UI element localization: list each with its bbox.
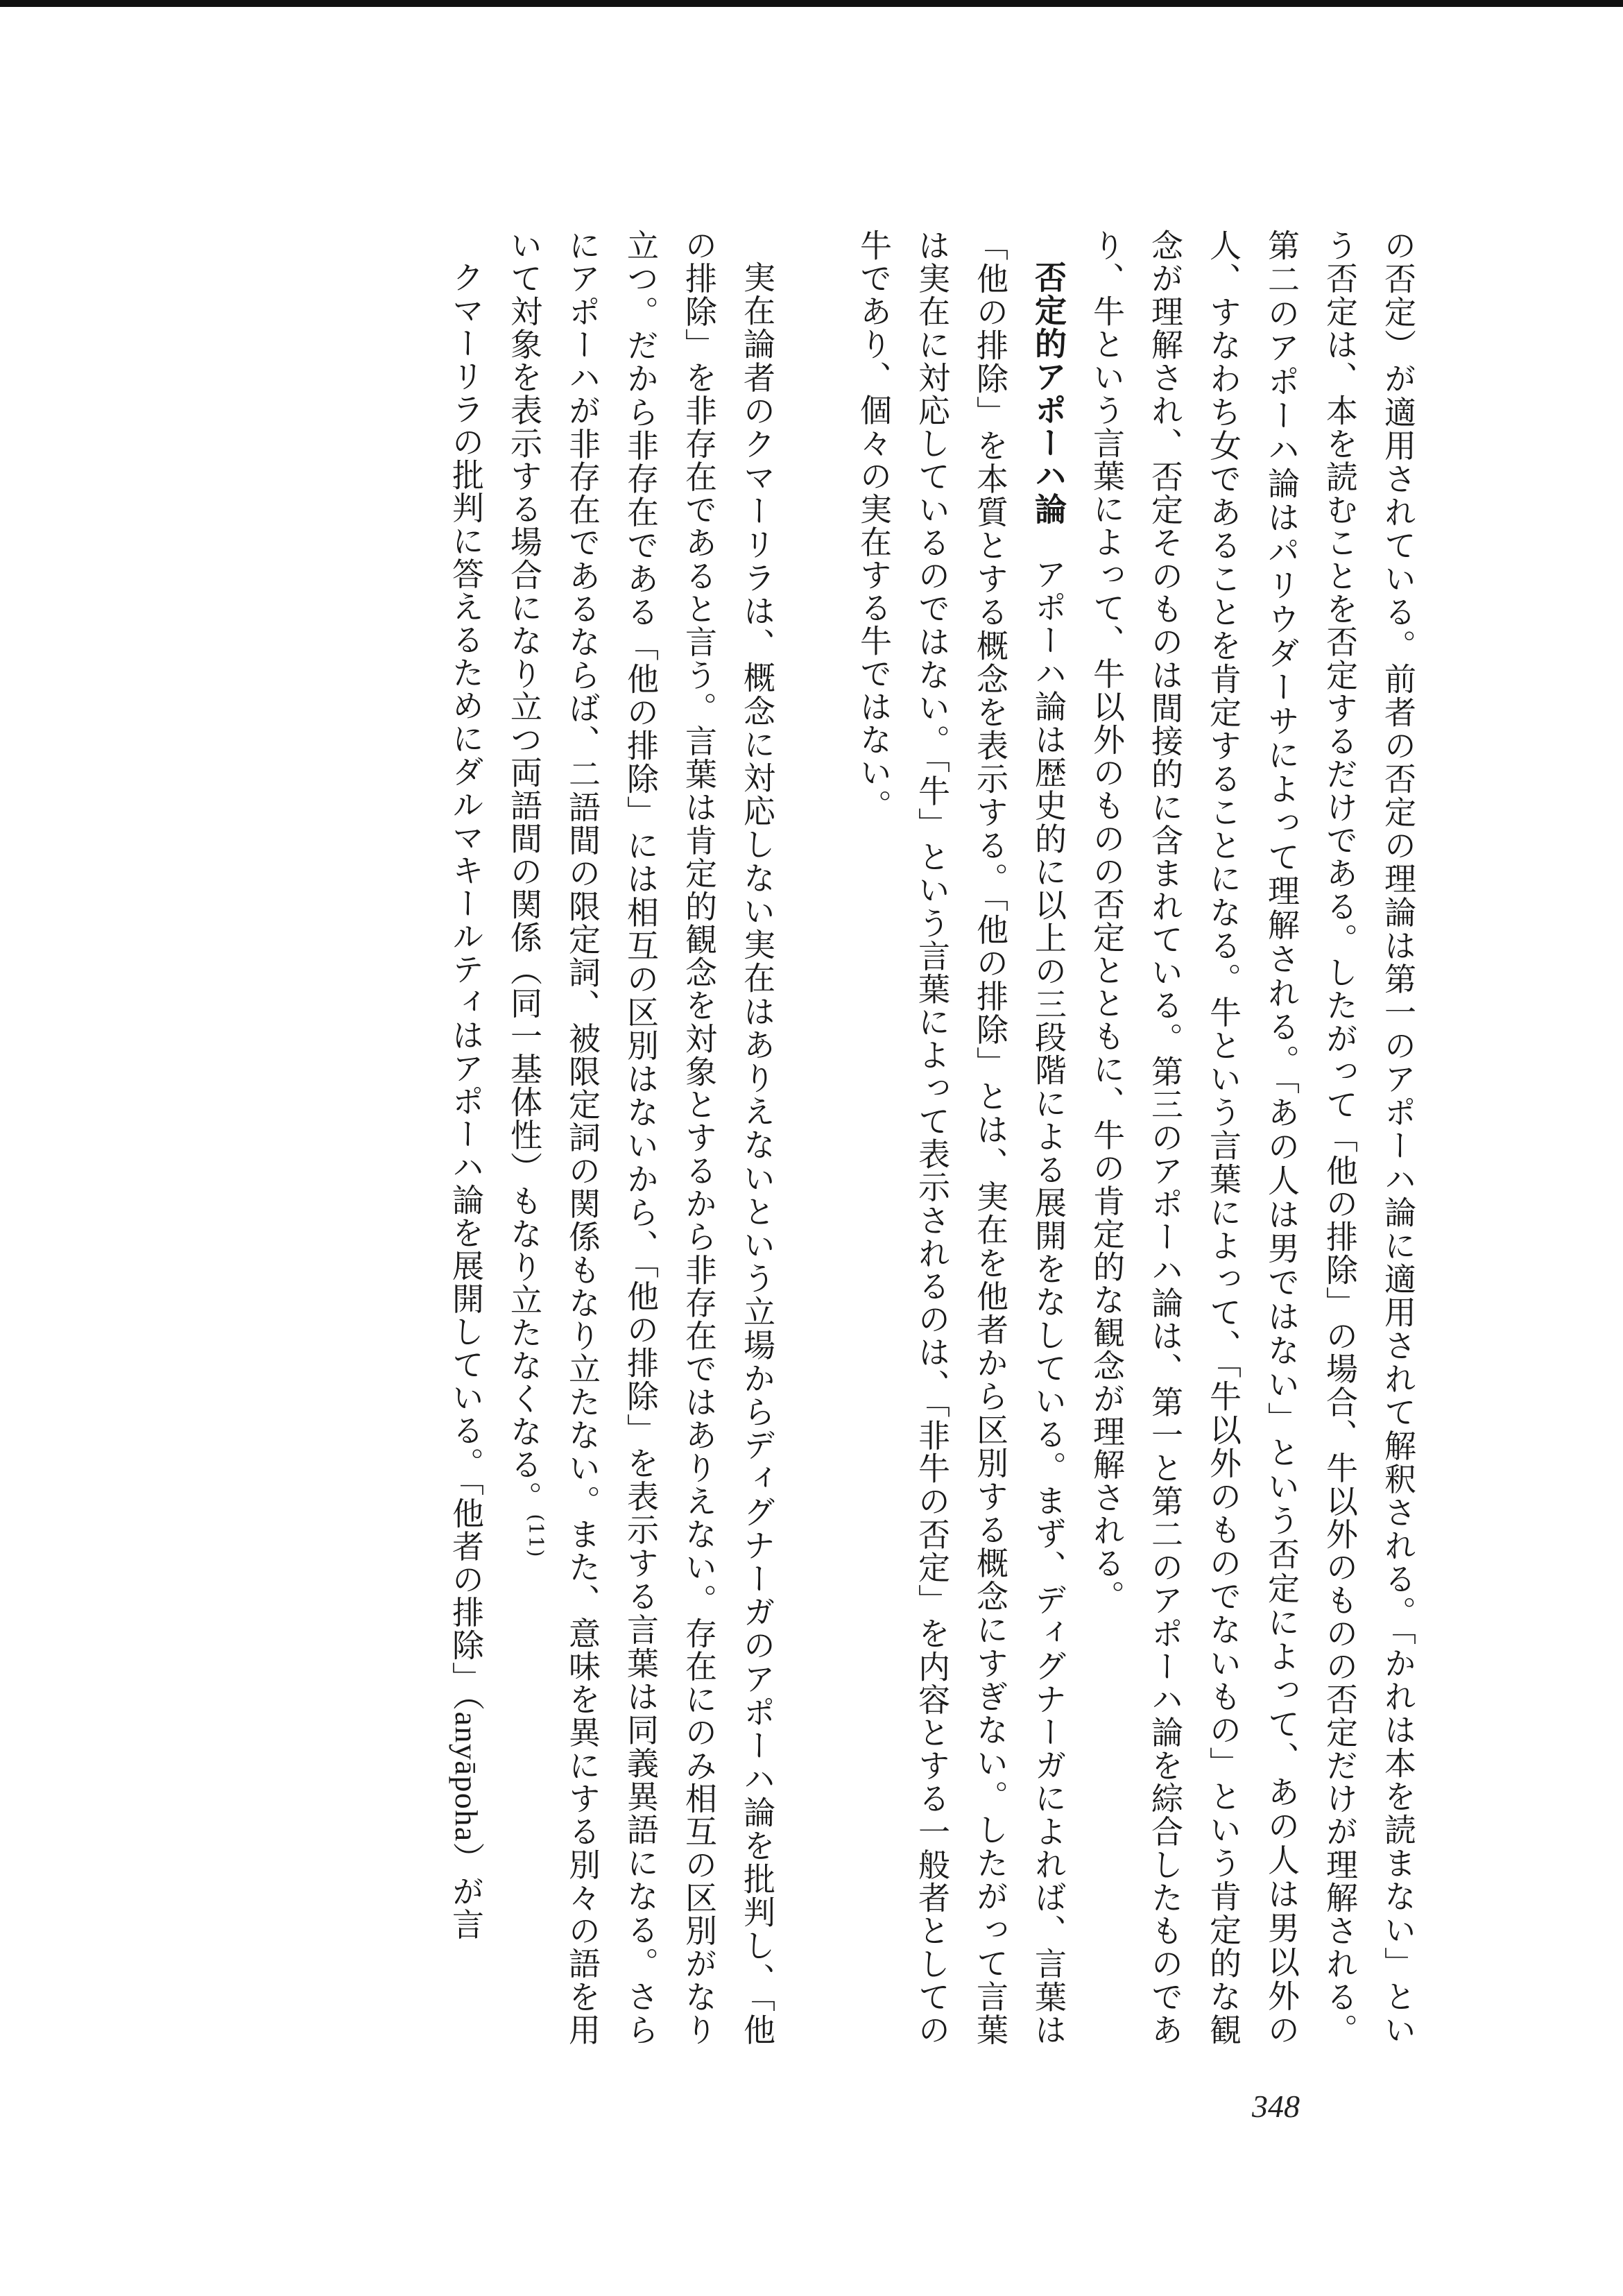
section-heading: 否定的アポーハ論: [1030, 261, 1067, 526]
paragraph-text: が言: [447, 1875, 485, 1942]
romanized-term: （anyāpoha）: [449, 1695, 484, 1876]
paragraph: [845, 229, 1078, 2046]
paragraph: の否定）が適用されている。前者の否定の理論は第一のアポーハ論に適用されて解釈される。「かれは本を読まない」という否定は、本を読むことを否定するだけである。したがって「他の排除」の場合、牛以外のものの否定だけが理解される。第二のアポーハ論はパリウダーサによって理解される。「あの人は男ではない」という否定によって、あの人は男以外の人、すなわち女であることを肯定することになる。牛という言葉によって、「牛以外のものでないもの」という肯定的な観念が理解され、否定そのものは間接的に含まれている。第三のアポーハ論は、第一と第二のアポーハ論を綜合したものであり、牛という言葉によって、牛以外のものの否定とともに、牛の肯定的な観念が理解される。: [1088, 229, 1417, 2047]
paragraph: [495, 229, 787, 2046]
paragraph-text: クマーリラの批判に答えるためにダルマキールティはアポーハ論を展開している。「他者の排除」: [447, 261, 485, 1695]
paragraph: [437, 229, 495, 2046]
paragraph-text: 実在論者のクマーリラは、概念に対応しない実在はありえないという立場からディグナーガのアポーハ論を批判し、「他の排除」を非存在であると言う。言葉は肯定的観念を対象とするから非存在ではありえない。存在にのみ相互の区別がなり立つ。だから非存在である「他の排除」には相互の区別はないから、「他の排除」を表示する言葉は同義異語になる。さらにアポーハが非存在であるならば、二語間の限定詞、被限定詞の関係もなり立たない。また、意味を異にする別々の語を用いて対象を表示する場合になり立つ両語間の関係（同一基体性）もなり立たなくなる。: [506, 229, 776, 2047]
vertical-text-body: [172, 229, 1427, 2046]
footnote-reference: (11): [524, 1514, 548, 1558]
scan-border: [0, 0, 1623, 7]
page-number: 348: [1252, 2089, 1300, 2124]
paragraph-text: アポーハ論は歴史的に以上の三段階による展開をなしている。まず、ディグナーガによれば、言葉は「他の排除」を本質とする概念を表示する。「他の排除」とは、実在を他者から区別する概念にすぎない。したがって言葉は実在に対応しているのではない。「牛」という言葉によって表示されるのは、「非牛の否定」を内容とする一般者としての牛であり、個々の実在する牛ではない。: [855, 229, 1067, 2047]
